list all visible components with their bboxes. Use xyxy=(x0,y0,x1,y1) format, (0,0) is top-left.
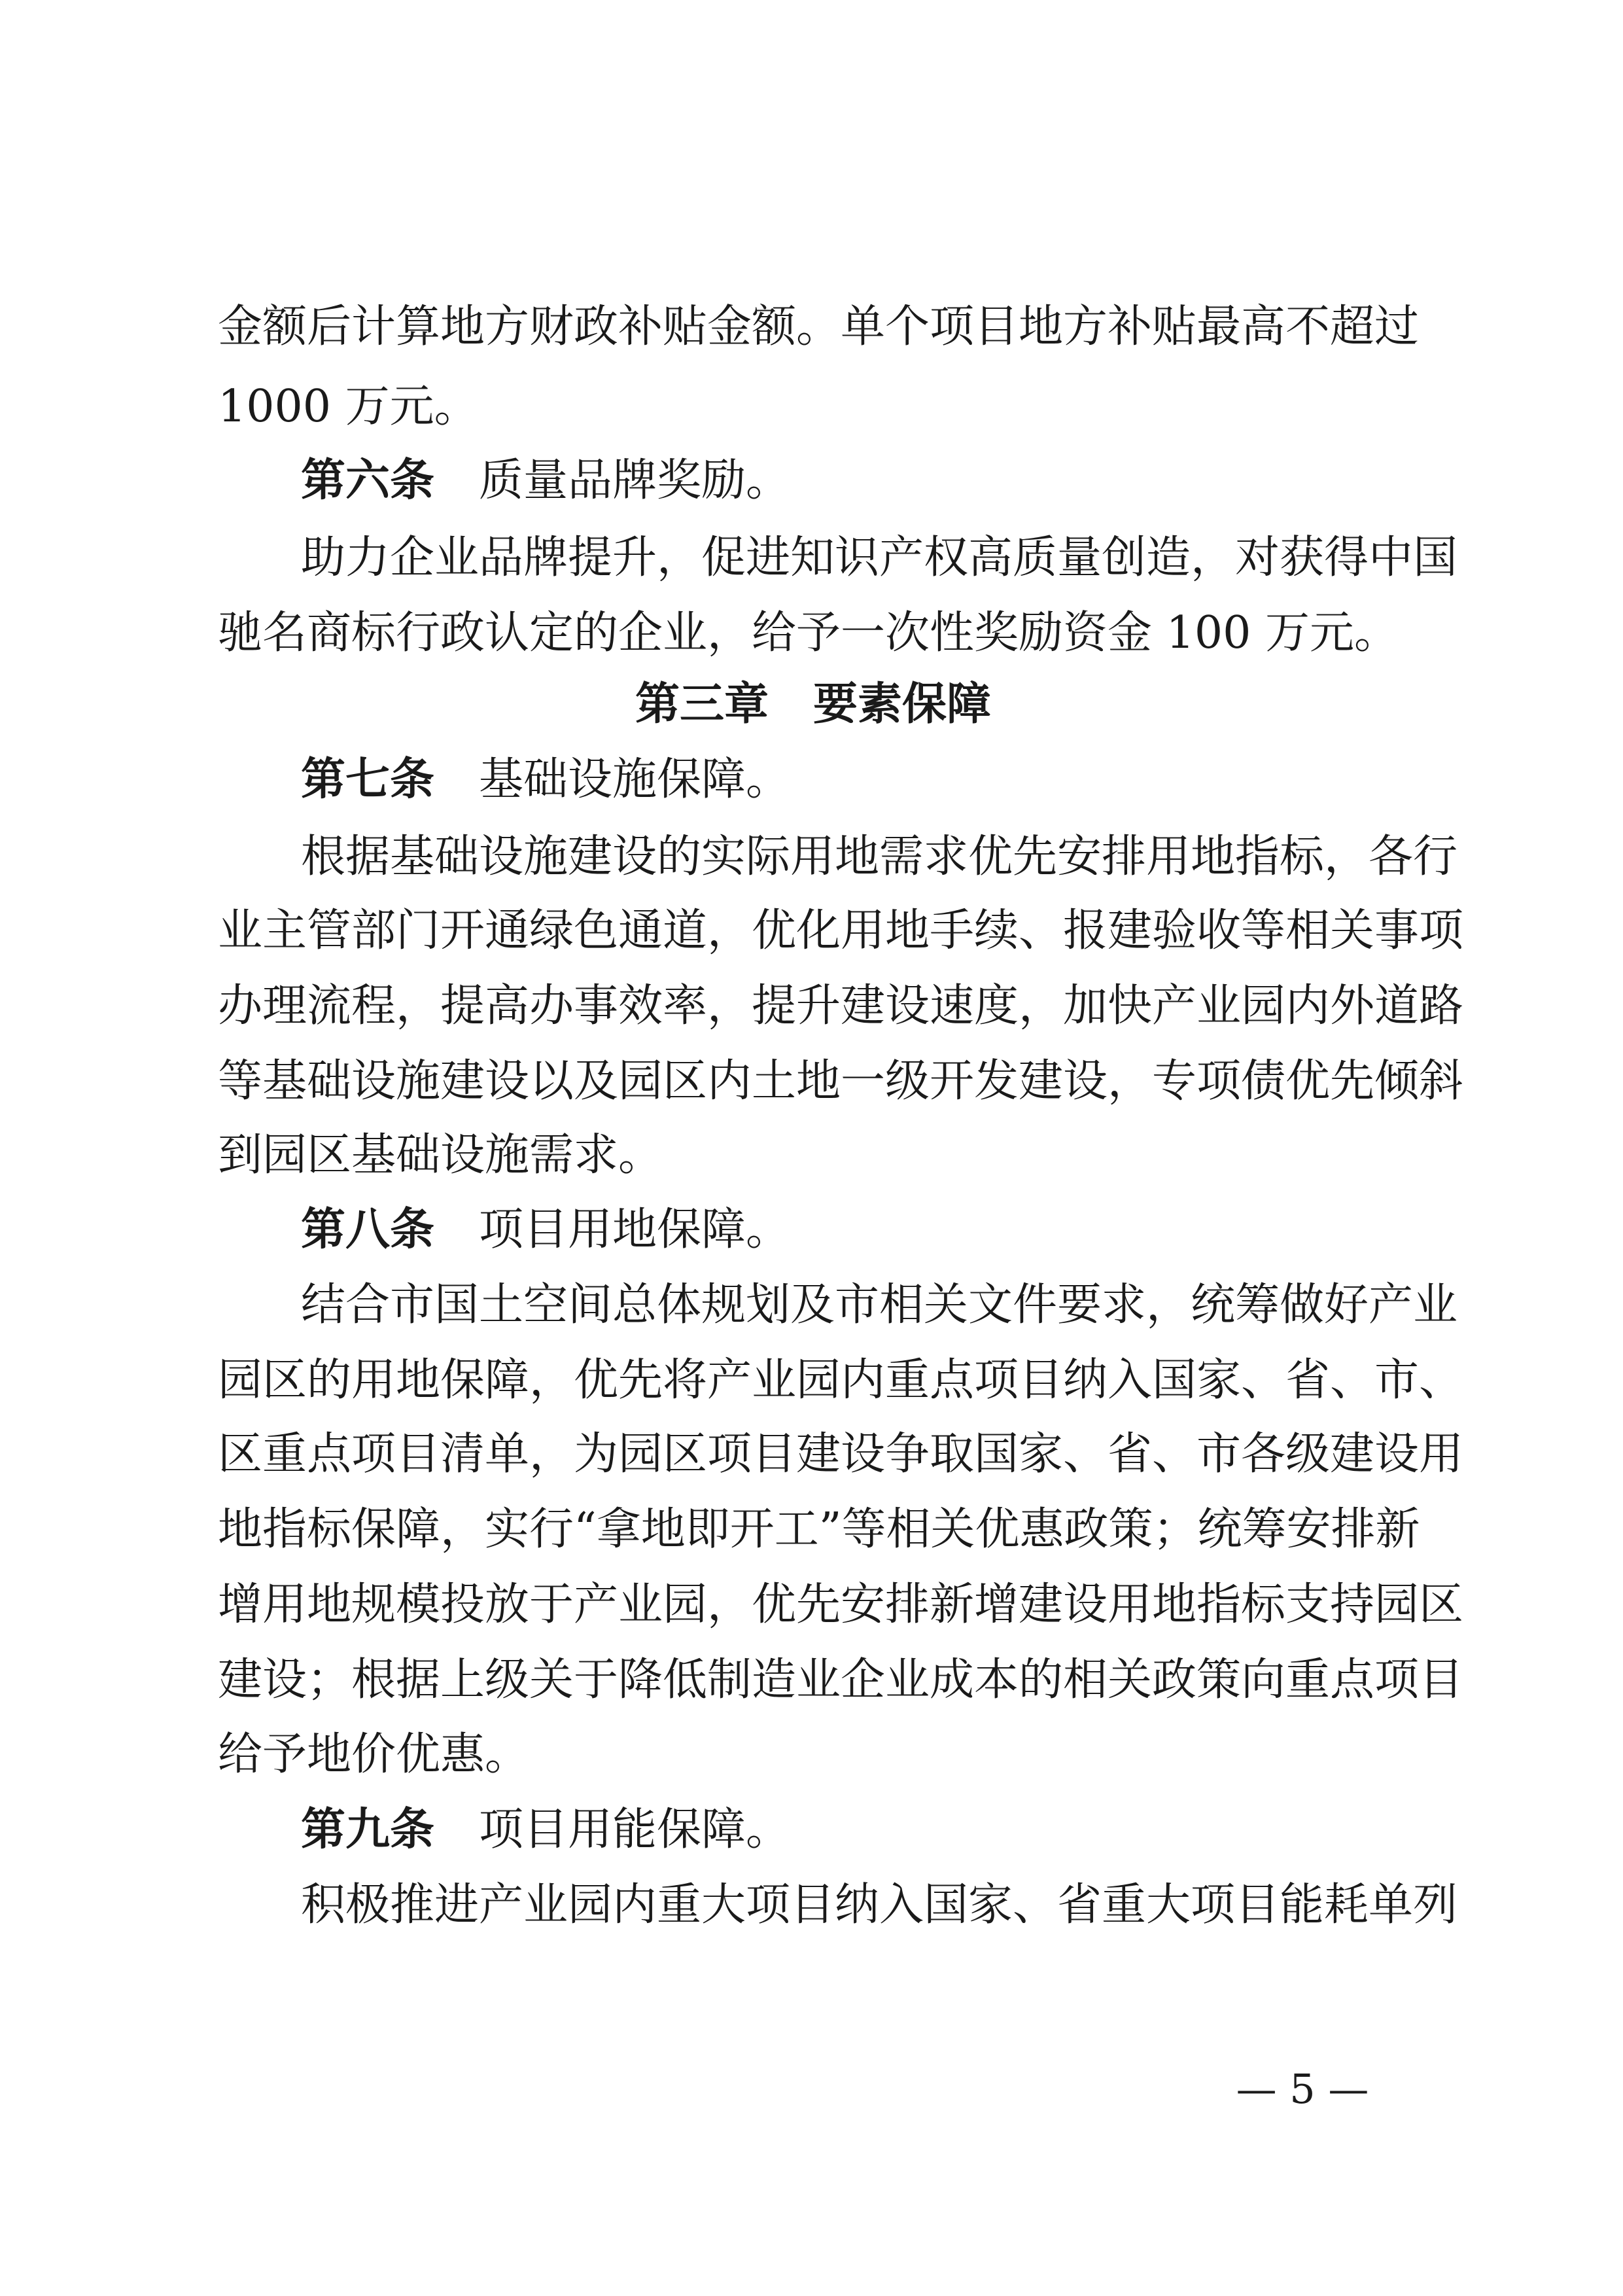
text-line: 给予地价优惠。 xyxy=(218,1729,530,1780)
page-number: — 5 — xyxy=(1236,2065,1369,2113)
text-line: 驰名商标行政认定的企业，给予一次性奖励资金 100 万元。 xyxy=(218,607,1399,659)
article-heading: 项目用能保障。 xyxy=(479,1804,791,1856)
article-heading: 质量品牌奖励。 xyxy=(479,455,791,506)
article-9-heading-line xyxy=(301,1797,1408,1863)
text-line: 金额后计算地方财政补贴金额。单个项目地方补贴最高不超过 xyxy=(218,301,1420,353)
text-line: 结合市国土空间总体规划及市相关文件要求，统筹做好产业 xyxy=(301,1279,1458,1331)
text-line: 根据基础设施建设的实际用地需求优先安排用地指标，各行 xyxy=(301,831,1458,883)
text-line: 建设；根据上级关于降低制造业企业成本的相关政策向重点项目 xyxy=(218,1654,1464,1706)
article-7-heading-line xyxy=(301,747,1408,813)
article-title: 第六条 xyxy=(301,455,435,506)
text-line: 到园区基础设施需求。 xyxy=(218,1129,663,1181)
article-heading: 项目用地保障。 xyxy=(479,1204,791,1256)
text-line: 助力企业品牌提升，促进知识产权高质量创造，对获得中国 xyxy=(301,532,1458,584)
text-line: 等基础设施建设以及园区内土地一级开发建设，专项债优先倾斜 xyxy=(218,1055,1464,1107)
chapter-heading: 第三章 要素保障 xyxy=(635,679,991,730)
article-6-heading-line xyxy=(301,448,1408,514)
article-title: 第七条 xyxy=(301,754,435,805)
text-line: 地指标保障，实行“拿地即开工”等相关优惠政策；统筹安排新 xyxy=(218,1504,1420,1555)
article-8-heading-line xyxy=(301,1197,1408,1263)
text-line: 办理流程，提高办事效率，提升建设速度，加快产业园内外道路 xyxy=(218,980,1464,1032)
text-line: 业主管部门开通绿色通道，优化用地手续、报建验收等相关事项 xyxy=(218,905,1464,957)
article-heading: 基础设施保障。 xyxy=(479,754,791,805)
text-line: 区重点项目清单，为园区项目建设争取国家、省、市各级建设用 xyxy=(218,1428,1464,1480)
text-line: 增用地规模投放于产业园，优先安排新增建设用地指标支持园区 xyxy=(218,1579,1464,1631)
text-line: 积极推进产业园内重大项目纳入国家、省重大项目能耗单列 xyxy=(301,1879,1458,1931)
article-title: 第九条 xyxy=(301,1804,435,1856)
text-line: 园区的用地保障，优先将产业园内重点项目纳入国家、省、市、 xyxy=(218,1354,1464,1406)
article-title: 第八条 xyxy=(301,1204,435,1256)
text-line: 1000 万元。 xyxy=(218,381,479,433)
